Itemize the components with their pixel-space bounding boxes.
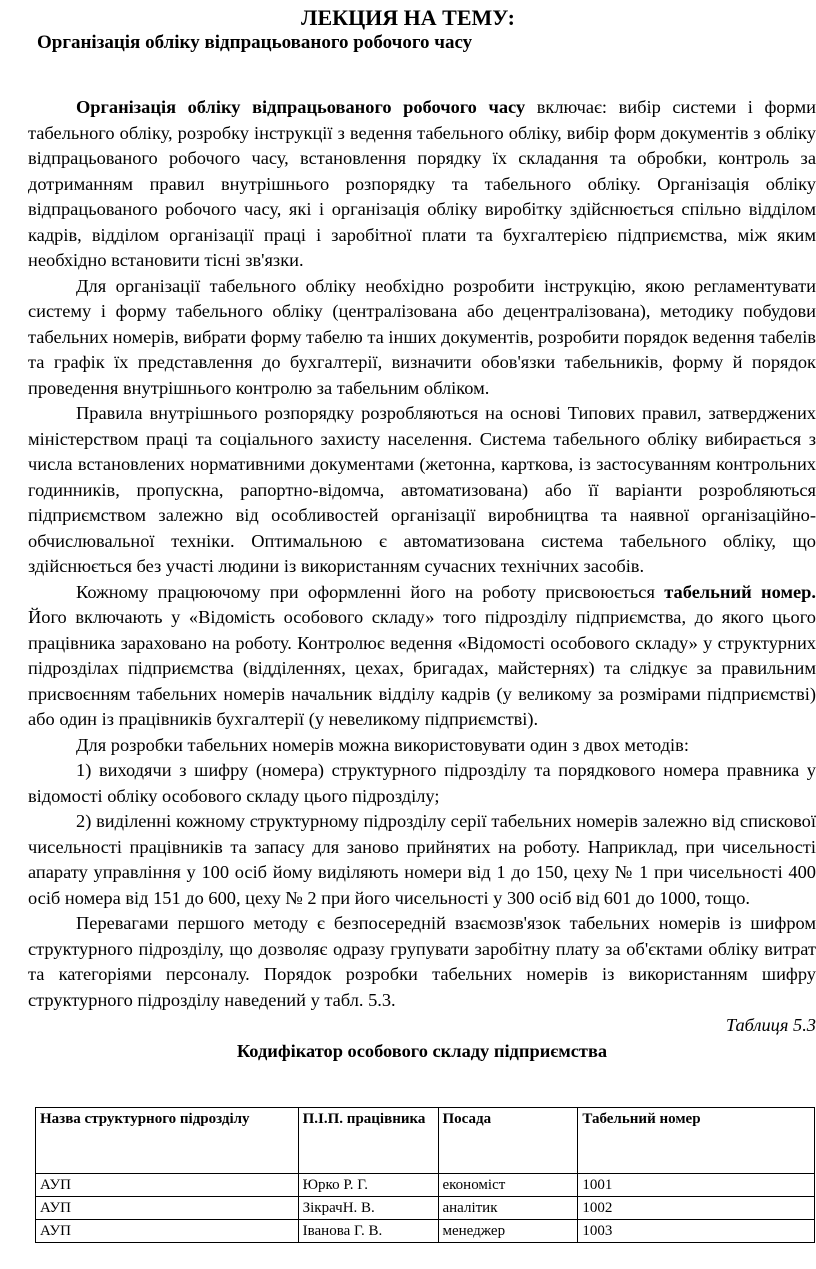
paragraph-7: 2) виділенні кожному структурному підрозділу серії табельних номерів залежно від спискової чисельності працівників та запасу для заново прийнятих на роботу. Наприклад, при чисельності апарату управління у 100 осіб йому виділяють номери від 1 до 150, цеху № 1 при чисельності 400 осіб номера від 151 до 600, цеху № 2 при його чисельності у 300 осіб від 601 до 1000, тощо. <box>28 811 816 908</box>
cell-name: Юрко Р. Г. <box>298 1174 438 1197</box>
cell-name: ЗікрачН. В. <box>298 1197 438 1220</box>
paragraph-5: Для розробки табельних номерів можна використовувати один з двох методів: <box>76 734 689 755</box>
table-title: Кодифікатор особового складу підприємства <box>236 1040 608 1061</box>
table-header-row <box>36 1108 815 1174</box>
paragraph-3: Правила внутрішнього розпорядку розробляються на основі Типових правил, затверджених міністерством праці та соціального захисту населення. Система табельного обліку вибирається з числа встановлених нормативними документами (жетонна, карткова, із застосуванням контрольних годинників, пропускна, рапортно-відомча, автоматизована) або її варіанти розробляються підприємством залежно від особливостей організації виробництва та наявної організаційно-обчислювальної техніки. Оптимальною є автоматизована система табельного обліку, що здійснюється без участі людини із використанням сучасних технічних засобів. <box>28 403 816 576</box>
cell-name: Іванова Г. В. <box>298 1220 438 1243</box>
cell-number: 1002 <box>578 1197 815 1220</box>
paragraph-2: Для організації табельного обліку необхідно розробити інструкцію, якою регламентувати систему і форму табельного обліку (централізована або децентралізована), методику побудови табельних номерів, вибрати форму табелю та інших документів, розробити порядок ведення табелів та графік їх представлення до бухгалтерії, визначити обов'язки табельників, форму й порядок проведення внутрішнього контролю за табельним обліком. <box>28 275 816 398</box>
paragraph-4-start: Кожному працюючому при оформленні його на роботу присвоюється <box>76 581 665 602</box>
paragraph-6: 1) виходячи з шифру (номера) структурного підрозділу та порядкового номера правника у відомості обліку особового складу цього підрозділу; <box>28 760 816 806</box>
lecture-title: ЛЕКЦИЯ НА ТЕМУ: <box>301 5 515 30</box>
cell-department: АУП <box>36 1197 299 1220</box>
lecture-subtitle: Організація обліку відпрацьованого робочого часу <box>37 32 473 53</box>
body-text <box>28 95 816 1064</box>
cell-department: АУП <box>36 1220 299 1243</box>
paragraph-4-bold: табельний номер. <box>664 581 816 602</box>
paragraph-4-text: Його включають у «Відомість особового складу» того підрозділу підприємства, до якого цього працівника зараховано на роботу. Контролює ведення «Відомості особового складу» у структурних підрозділах підприємства (відділеннях, цехах, бригадах, майстернях) та слідкує за правильним присвоєнням табельних номерів начальник відділу кадрів (у великому за розмірами підприємстві) або один із працівників бухгалтерії (у невеликому підприємстві). <box>28 607 816 729</box>
header-position: Посада <box>438 1108 578 1174</box>
table-caption: Таблиця 5.3 <box>725 1015 816 1035</box>
header-name: П.І.П. працівника <box>298 1108 438 1174</box>
paragraph-1-bold: Організація обліку відпрацьованого робочого часу <box>76 97 526 117</box>
table-row <box>36 1174 815 1197</box>
codifier-table <box>35 1107 815 1243</box>
paragraph-1 <box>28 95 816 274</box>
table-row <box>36 1197 815 1220</box>
cell-number: 1001 <box>578 1174 815 1197</box>
paragraph-8: Перевагами першого методу є безпосередній взаємозв'язок табельних номерів із шифром структурного підрозділу, що дозволяє одразу групувати заробітну плату за об'єктами обліку витрат та категоріями персоналу. Порядок розробки табельних номерів із використанням шифру структурного підрозділу наведений у табл. 5.3. <box>28 913 816 1010</box>
cell-position: аналітик <box>438 1197 578 1220</box>
cell-number: 1003 <box>578 1220 815 1243</box>
cell-department: АУП <box>36 1174 299 1197</box>
table-row <box>36 1220 815 1243</box>
cell-position: економіст <box>438 1174 578 1197</box>
header-number: Табельний номер <box>578 1108 815 1174</box>
header-department: Назва структурного підрозділу <box>36 1108 299 1174</box>
paragraph-4 <box>28 580 816 733</box>
cell-position: менеджер <box>438 1220 578 1243</box>
paragraph-1-text: включає: вибір системи і форми табельного обліку, розробку інструкції з ведення табельного обліку, вибір форм документів з обліку відпрацьованого робочого часу, встановлення порядку їх складання та обробки, контроль за дотриманням правил внутрішнього розпорядку та табельного обліку. Організація обліку відпрацьованого робочого часу, які і організація обліку виробітку здійснюється спільно відділом кадрів, відділом організації праці і заробітної плати та бухгалтерією підприємства, між яким необхідно встановити тісні зв'язки. <box>28 97 816 270</box>
